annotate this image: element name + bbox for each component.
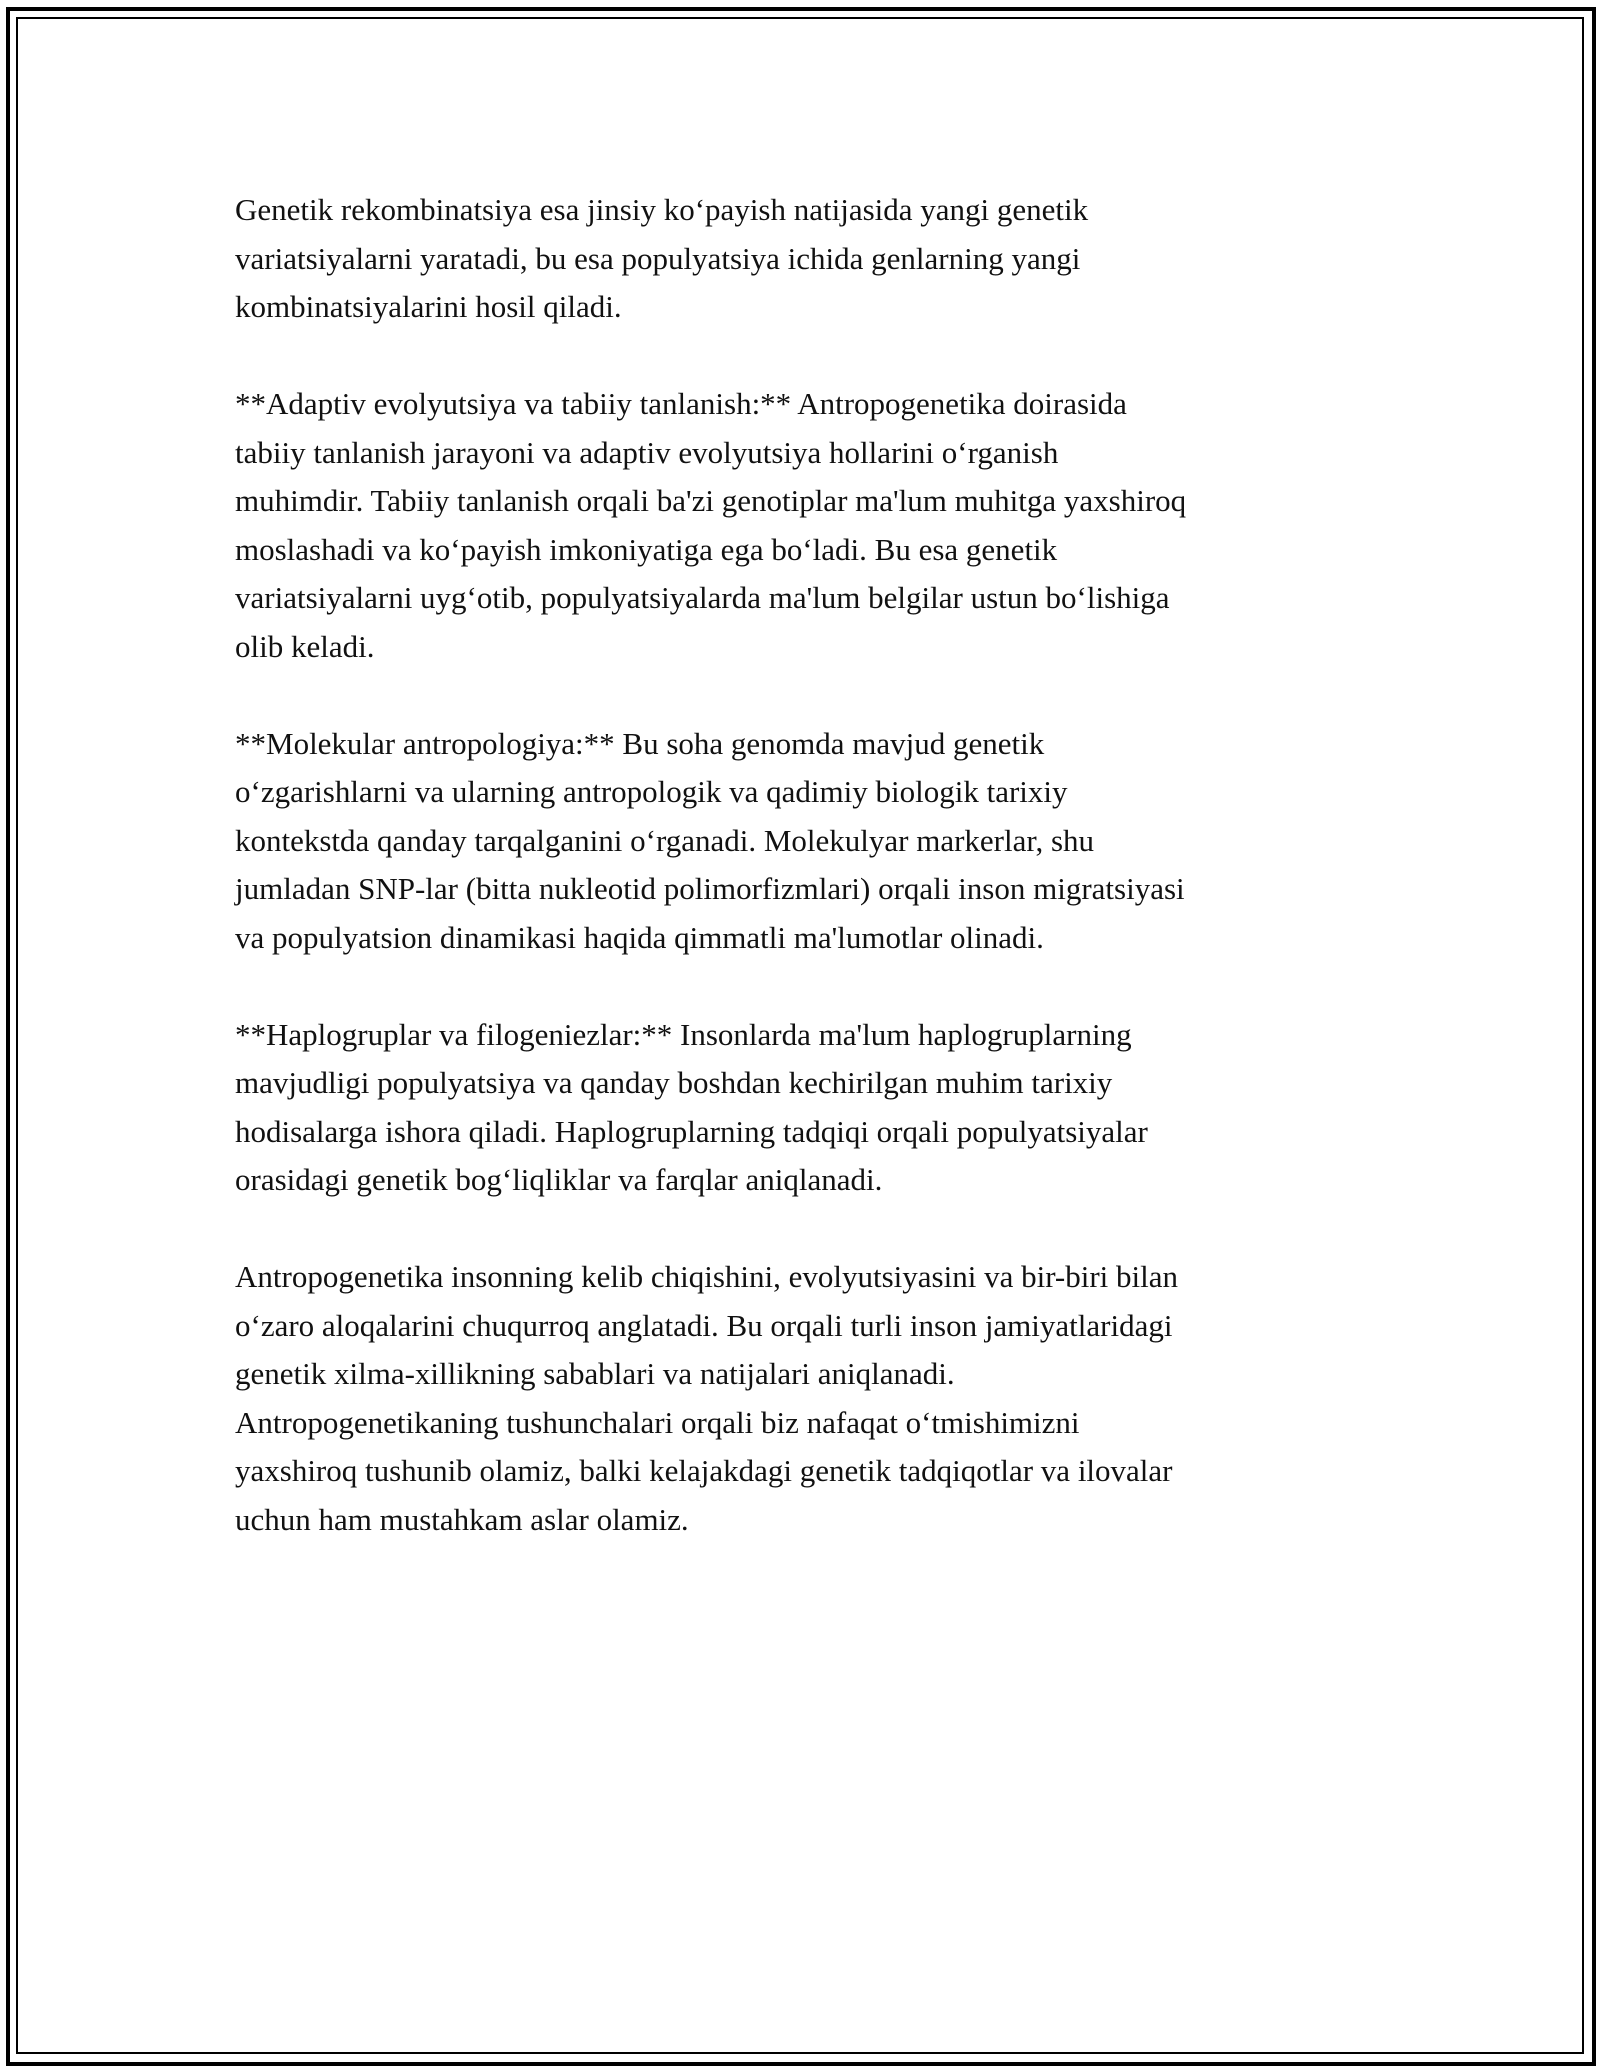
text-line: genetik xilma-xillikning sabablari va natijalari aniqlanadi.: [235, 1356, 955, 1391]
text-line: o‘zaro aloqalarini chuqurroq anglatadi. Bu orqali turli inson jamiyatlaridagi: [235, 1307, 1173, 1343]
text-line: hodisalarga ishora qiladi. Haplogruplarning tadqiqi orqali populyatsiyalar: [235, 1113, 1148, 1149]
text-line: mavjudligi populyatsiya va qanday boshdan kechirilgan muhim tarixiy: [235, 1065, 1113, 1100]
text-line: orasidagi genetik bog‘liqliklar va farqlar aniqlanadi.: [235, 1162, 883, 1197]
paragraph-adaptive-evolution: [235, 380, 1395, 671]
text-line: Genetik rekombinatsiya esa jinsiy ko‘payish natijasida yangi genetik: [235, 192, 1089, 227]
text-line: olib keladi.: [235, 628, 375, 664]
text-line: o‘zgarishlarni va ularning antropologik va qadimiy biologik tarixiy: [235, 774, 1068, 809]
text-line: moslashadi va ko‘payish imkoniyatiga ega bo‘ladi. Bu esa genetik: [235, 531, 1058, 567]
paragraph-conclusion: [235, 1253, 1395, 1544]
text-line: kontekstda qanday tarqalganini o‘rganadi. Molekulyar markerlar, shu: [235, 822, 1095, 858]
text-line: variatsiyalarni yaratadi, bu esa populyatsiya ichida genlarning yangi: [235, 240, 1081, 276]
text-line: **Haplogruplar va filogeniezlar:** Insonlarda ma'lum haplogruplarning: [235, 1016, 1132, 1052]
paragraph-molecular-anthropology: [235, 720, 1395, 963]
text-line: jumladan SNP-lar (bitta nukleotid polimorfizmlari) orqali inson migratsiyasi: [235, 871, 1185, 906]
text-line: kombinatsiyalarini hosil qiladi.: [235, 289, 622, 324]
document-body: [235, 186, 1395, 1544]
text-line: yaxshiroq tushunib olamiz, balki kelajakdagi genetik tadqiqotlar va ilovalar: [235, 1453, 1173, 1488]
text-line: uchun ham mustahkam aslar olamiz.: [235, 1501, 689, 1537]
text-line: va populyatsion dinamikasi haqida qimmatli ma'lumotlar olinadi.: [235, 919, 1044, 955]
text-line: Antropogenetikaning tushunchalari orqali biz nafaqat o‘tmishimizni: [235, 1404, 1080, 1440]
text-line: **Adaptiv evolyutsiya va tabiiy tanlanish:** Antropogenetika doirasida: [235, 386, 1127, 421]
text-line: variatsiyalarni uyg‘otib, populyatsiyalarda ma'lum belgilar ustun bo‘lishiga: [235, 580, 1170, 615]
paragraph-genetic-recombination: [235, 186, 1395, 332]
paragraph-haplogroups: [235, 1011, 1395, 1205]
text-line: Antropogenetika insonning kelib chiqishini, evolyutsiyasini va bir-biri bilan: [235, 1259, 1179, 1294]
text-line: tabiiy tanlanish jarayoni va adaptiv evolyutsiya hollarini o‘rganish: [235, 434, 1059, 470]
text-line: muhimdir. Tabiiy tanlanish orqali ba'zi genotiplar ma'lum muhitga yaxshiroq: [235, 483, 1187, 518]
text-line: **Molekular antropologiya:** Bu soha genomda mavjud genetik: [235, 725, 1045, 761]
